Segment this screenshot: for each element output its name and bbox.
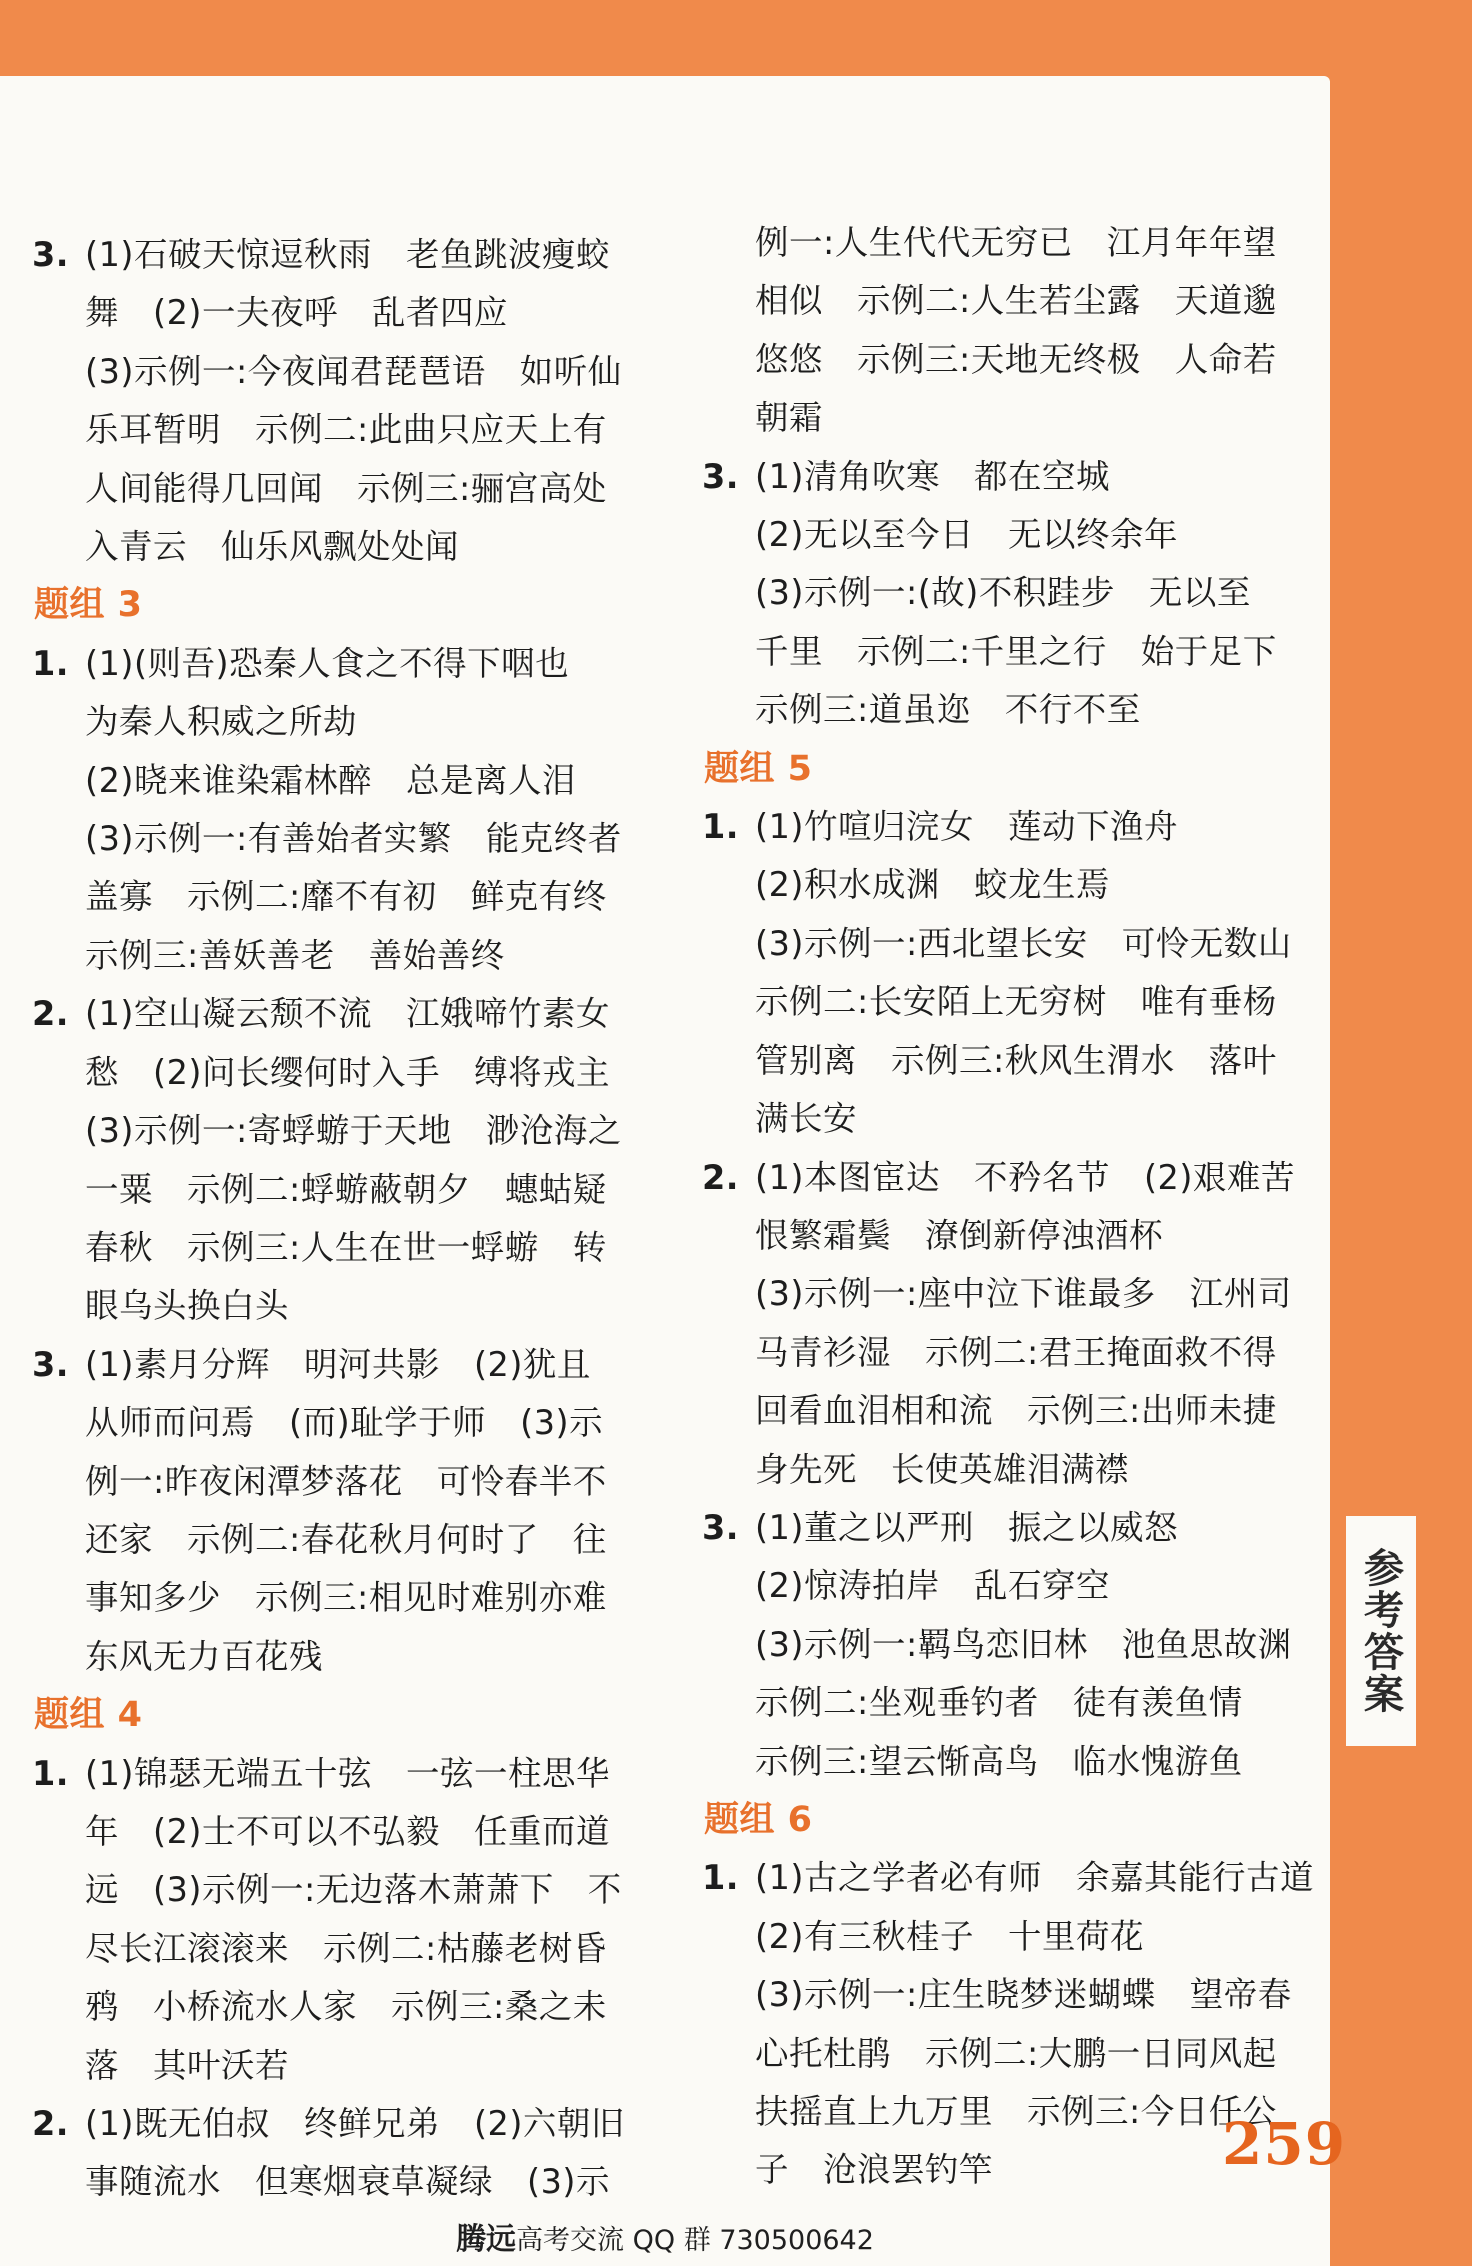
- answer-line: 远 (3)示例一:无边落木萧萧下 不: [85, 1870, 622, 1910]
- footer-brand: 腾远: [456, 2222, 517, 2257]
- answer-line: (3)示例一:羁鸟恋旧林 池鱼思故渊: [755, 1624, 1292, 1664]
- answer-line: (2)积水成渊 蛟龙生焉: [755, 865, 1110, 905]
- item-number: 3.: [702, 456, 740, 496]
- answer-line: (1)竹喧归浣女 莲动下渔舟: [755, 807, 1178, 847]
- item-number: 1.: [32, 1753, 70, 1793]
- answer-line: 示例三:道虽迩 不行不至: [755, 690, 1141, 730]
- answer-line: 示例三:善妖善老 善始善终: [85, 935, 505, 975]
- answer-line: (2)无以至今日 无以终余年: [755, 515, 1178, 555]
- item-number: 2.: [32, 994, 70, 1034]
- item-number: 1.: [702, 807, 740, 847]
- answer-line: 为秦人积威之所劫: [85, 702, 357, 742]
- answer-line: 乐耳暂明 示例二:此曲只应天上有: [85, 410, 607, 450]
- answer-item: [30, 635, 670, 985]
- answer-line: 相似 示例二:人生若尘露 天道邈: [755, 281, 1277, 321]
- answer-line: 示例二:坐观垂钓者 徒有羡鱼情: [755, 1683, 1243, 1723]
- answer-line: 东风无力百花残: [85, 1636, 323, 1676]
- item-number: 2.: [32, 2104, 70, 2143]
- answer-line: 舞 (2)一夫夜呼 乱者四应: [85, 293, 508, 333]
- side-tab-label: 参考答案: [1357, 1547, 1404, 1715]
- footer: [0, 2214, 1330, 2258]
- answer-line: 一粟 示例二:蜉蝣蔽朝夕 蟪蛄疑: [85, 1169, 607, 1209]
- answer-line: 马青衫湿 示例二:君王掩面救不得: [755, 1332, 1277, 1372]
- page-number: 259: [1222, 2110, 1347, 2178]
- answer-line: (1)(则吾)恐秦人食之不得下咽也: [85, 643, 570, 683]
- answer-line: 管别离 示例三:秋风生渭水 落叶: [755, 1040, 1277, 1080]
- answer-page: [0, 76, 1330, 2266]
- answer-line: 扶摇直上九万里 示例三:今日任公: [755, 2092, 1277, 2131]
- answer-line: (1)清角吹寒 都在空城: [755, 456, 1110, 496]
- section-heading: 题组 5: [704, 748, 813, 789]
- item-number: 2.: [702, 1157, 740, 1197]
- answer-item: [700, 798, 1340, 1148]
- answer-line: (3)示例一:座中泣下谁最多 江州司: [755, 1274, 1292, 1314]
- answer-line: 从师而问焉 (而)耻学于师 (3)示: [85, 1403, 604, 1443]
- answer-line: (3)示例一:(故)不积跬步 无以至: [755, 573, 1251, 613]
- answer-item: [30, 985, 670, 1335]
- answer-line: 愁 (2)问长缨何时入手 缚将戎主: [85, 1052, 610, 1092]
- section-heading: 题组 3: [34, 585, 143, 626]
- answer-line: 年 (2)士不可以不弘毅 任重而道: [85, 1811, 610, 1851]
- answer-line: 事随流水 但寒烟衰草凝绿 (3)示: [85, 2162, 610, 2202]
- answer-line: 春秋 示例三:人生在世一蜉蝣 转: [85, 1227, 607, 1267]
- answer-line: (1)既无伯叔 终鲜兄弟 (2)六朝旧: [85, 2104, 625, 2143]
- answer-line: (1)董之以严刑 振之以威怒: [755, 1507, 1178, 1547]
- item-number: 3.: [32, 235, 70, 274]
- answer-line: 示例三:望云惭高鸟 临水愧游鱼: [755, 1741, 1243, 1781]
- section-heading: 题组 6: [704, 1799, 813, 1840]
- answer-line: (1)本图宦达 不矜名节 (2)艰难苦: [755, 1157, 1295, 1197]
- left-column: [30, 226, 670, 2212]
- answer-line: 满长安: [755, 1099, 857, 1139]
- answer-line: (3)示例一:有善始者实繁 能克终者: [85, 819, 622, 859]
- item-number: 3.: [32, 1344, 70, 1384]
- answer-line: 心托杜鹃 示例二:大鹏一日同风起: [755, 2033, 1277, 2073]
- answer-line: 千里 示例二:千里之行 始于足下: [755, 631, 1277, 671]
- answer-line: 朝霜: [755, 398, 823, 438]
- answer-item: [30, 2095, 670, 2212]
- answer-line: 人间能得几回闻 示例三:骊宫高处: [85, 468, 607, 508]
- answer-line: 眼乌头换白头: [85, 1286, 289, 1326]
- answer-line: 例一:人生代代无穷已 江月年年望: [755, 223, 1277, 262]
- answer-item: [30, 1745, 670, 2095]
- answer-line: (2)晓来谁染霜林醉 总是离人泪: [85, 760, 576, 800]
- answer-line: 鸦 小桥流水人家 示例三:桑之未: [85, 1987, 607, 2027]
- answer-line: 悠悠 示例三:天地无终极 人命若: [755, 339, 1277, 379]
- answer-line: 示例二:长安陌上无穷树 唯有垂杨: [755, 982, 1277, 1022]
- answer-line: 恨繁霜鬓 潦倒新停浊酒杯: [755, 1215, 1163, 1255]
- answer-line: (3)示例一:西北望长安 可怜无数山: [755, 923, 1292, 963]
- right-column: [700, 214, 1340, 2200]
- item-number: 3.: [702, 1507, 740, 1547]
- answer-line: 例一:昨夜闲潭梦落花 可怜春半不: [85, 1461, 607, 1501]
- answer-line: (1)空山凝云颓不流 江娥啼竹素女: [85, 994, 610, 1034]
- answer-item: [700, 448, 1340, 740]
- answer-continuation: [700, 214, 1340, 448]
- answer-line: 事知多少 示例三:相见时难别亦难: [85, 1578, 607, 1618]
- answer-line: (1)素月分辉 明河共影 (2)犹且: [85, 1344, 591, 1384]
- answer-line: (3)示例一:今夜闻君琵琶语 如听仙: [85, 351, 622, 391]
- answer-line: 盖寡 示例二:靡不有初 鲜克有终: [85, 877, 607, 917]
- footer-text: 高考交流 QQ 群 730500642: [516, 2225, 874, 2256]
- answer-line: 身先死 长使英雄泪满襟: [755, 1449, 1129, 1489]
- answer-line: (1)锦瑟无端五十弦 一弦一柱思华: [85, 1753, 610, 1793]
- answer-line: 尽长江滚滚来 示例二:枯藤老树昏: [85, 1928, 607, 1968]
- answer-line: (3)示例一:庄生晓梦迷蝴蝶 望帝春: [755, 1975, 1292, 2015]
- answer-item: [30, 1336, 670, 1686]
- answer-line: 入青云 仙乐风飘处处闻: [85, 527, 459, 567]
- answer-line: (1)石破天惊逗秋雨 老鱼跳波瘦蛟: [85, 235, 610, 274]
- answer-line: (2)惊涛拍岸 乱石穿空: [755, 1566, 1110, 1606]
- section-heading: 题组 4: [34, 1695, 143, 1736]
- answer-item: [700, 1149, 1340, 1499]
- answer-item: [700, 1499, 1340, 1791]
- side-tab: [1346, 1516, 1416, 1746]
- item-number: 1.: [702, 1858, 740, 1898]
- answer-line: (3)示例一:寄蜉蝣于天地 渺沧海之: [85, 1111, 622, 1151]
- answer-line: (2)有三秋桂子 十里荷花: [755, 1916, 1144, 1956]
- item-number: 1.: [32, 643, 70, 683]
- answer-line: 子 沧浪罢钓竿: [755, 2150, 993, 2190]
- answer-line: 落 其叶沃若: [85, 2045, 289, 2085]
- answer-line: 回看血泪相和流 示例三:出师未捷: [755, 1391, 1277, 1431]
- answer-item: [30, 226, 670, 576]
- answer-line: (1)古之学者必有师 余嘉其能行古道: [755, 1858, 1314, 1898]
- answer-line: 还家 示例二:春花秋月何时了 往: [85, 1519, 607, 1559]
